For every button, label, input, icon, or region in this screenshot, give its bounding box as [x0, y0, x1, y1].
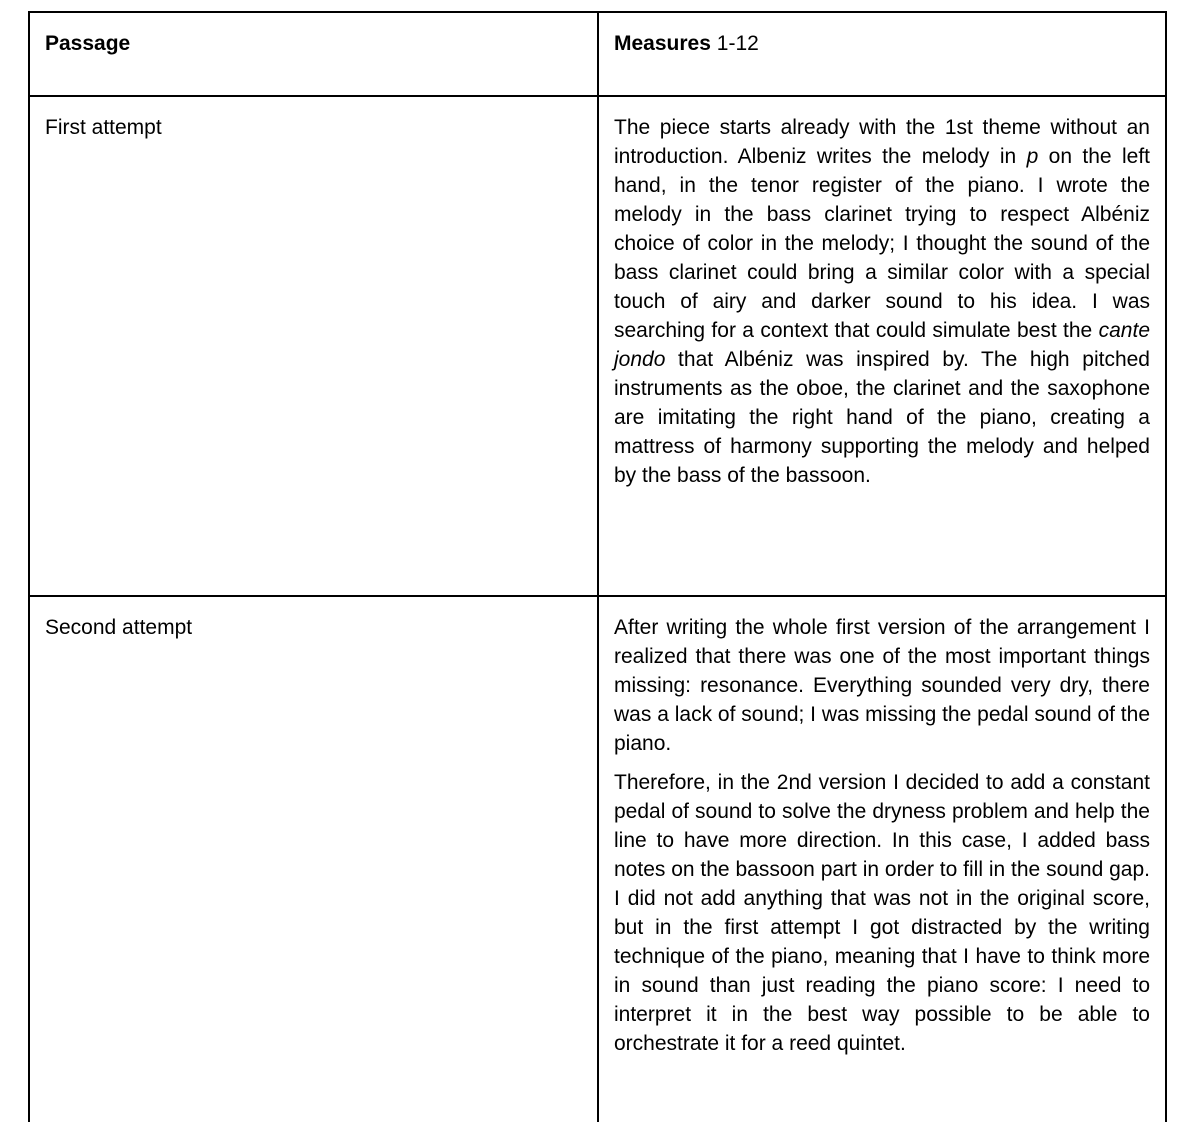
- measures-range: 1-12: [716, 32, 759, 55]
- table-row-first-attempt: [29, 96, 1166, 596]
- header-cell-measures: [598, 12, 1166, 96]
- passage-measures-table: [28, 11, 1167, 1122]
- passage-cell-first-attempt: First attempt: [29, 96, 598, 596]
- table-row-second-attempt: [29, 596, 1166, 1122]
- table-header-row: [29, 12, 1166, 96]
- measures-column-header: Measures: [614, 32, 711, 55]
- header-cell-passage: [29, 12, 598, 96]
- paragraph: The piece starts already with the 1st theme without an introduction. Albeniz writes the melody in p on the left hand, in the tenor register of the piano. I wrote the melody in the bass clarinet trying to respect Albéniz choice of color in the melody; I thought the sound of the bass clarinet could bring a similar color with a special touch of airy and darker sound to his idea. I was searching for a context that could simulate best the cante jondo that Albéniz was inspired by. The high pitched instruments as the oboe, the clarinet and the saxophone are imitating the right hand of the piano, creating a mattress of harmony supporting the melody and helped by the bass of the bassoon.: [614, 116, 1150, 487]
- measures-text-first-attempt: [598, 96, 1166, 596]
- passage-column-header: Passage: [45, 32, 131, 55]
- italic-text: p: [1026, 145, 1039, 168]
- measures-text-second-attempt: [598, 596, 1166, 1122]
- paragraph: After writing the whole first version of the arrangement I realized that there was one of the most important things missing: resonance. Everything sounded very dry, there was a lack of sound; I was missing the pedal sound of the piano.: [614, 616, 1150, 755]
- italic-text: cante jondo: [614, 319, 1150, 371]
- paragraph: Therefore, in the 2nd version I decided to add a constant pedal of sound to solve the dryness problem and help the line to have more direction. In this case, I added bass notes on the bassoon part in order to fill in the sound gap. I did not add anything that was not in the original score, but in the first attempt I got distracted by the writing technique of the piano, meaning that I have to think more in sound than just reading the piano score: I need to interpret it in the best way possible to be able to orchestrate it for a reed quintet.: [614, 771, 1150, 1055]
- passage-cell-second-attempt: Second attempt: [29, 596, 598, 1122]
